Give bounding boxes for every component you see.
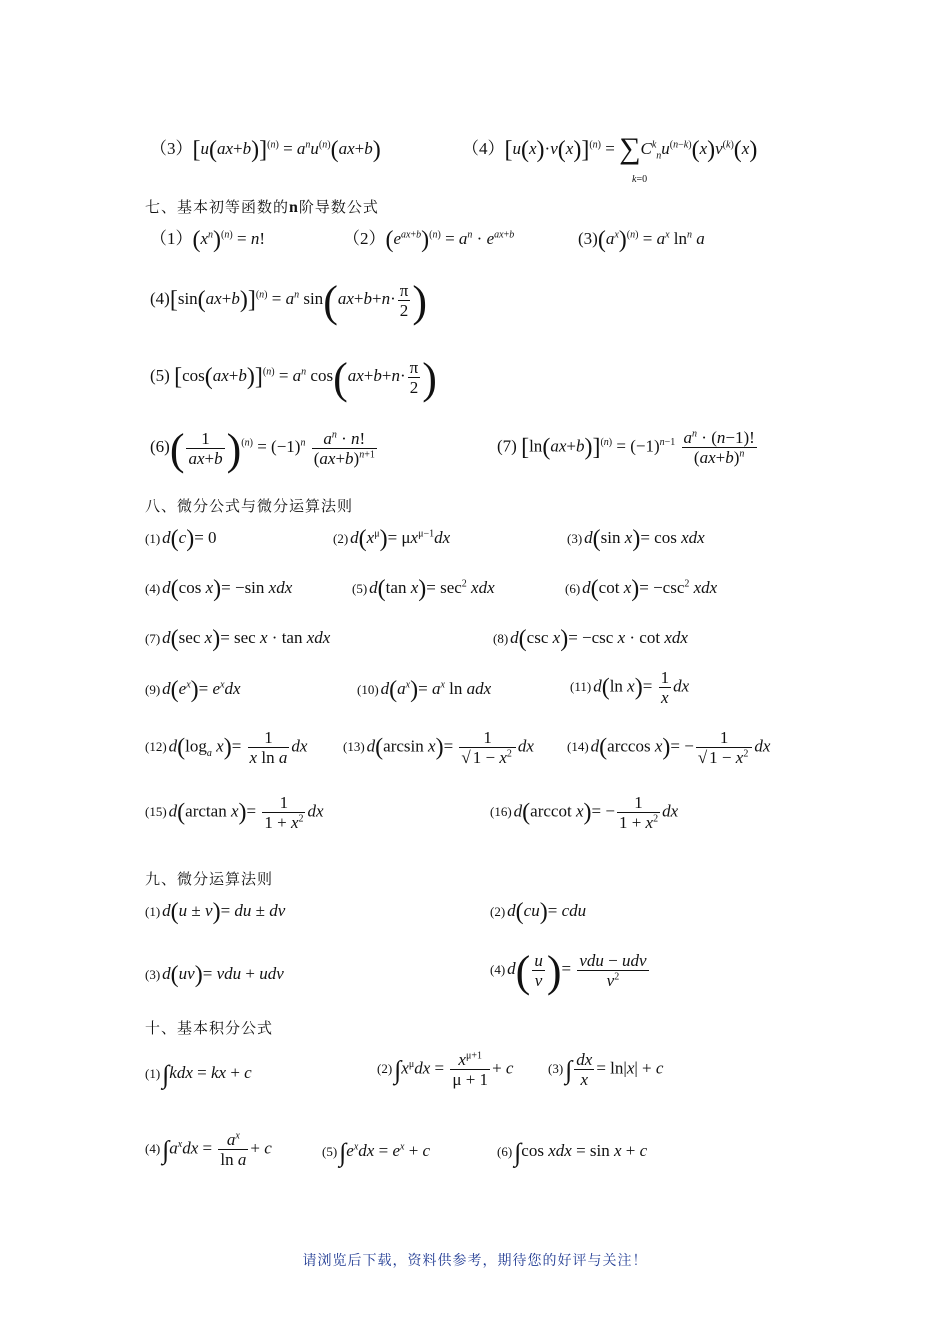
- diff-13: (13) d(arcsin x)= $\frac{1}{√ 1 - x^2}$ dx: [343, 728, 534, 767]
- diff-16: (16) d(arccot x)= − $\frac{1}{1 + x^2}$ dx: [490, 793, 679, 832]
- formula-7-6: (6)( $\frac{1}{ax+b}$ )$^{(n)} = (-1)^n$ $\frac{a^n \cdot n!}{(ax+b)^{n+1}}$: [150, 425, 375, 474]
- diff-5: (5) d(tan $x)= \sec^2$ xdx: [352, 576, 495, 602]
- diff-3: (3) d(sin x)= cos xdx: [567, 526, 705, 552]
- diff-14: (14) d(arccos x)= − $\frac{1}{√ 1 - x^2}$ dx: [567, 728, 771, 767]
- formula-7-4: $(4)[\sin(ax+b)]^{(n)} = a^n$ sin(ax+b+n· $\frac{\pi}{2}$ ): [150, 277, 427, 326]
- formula-7-5: (5) $[\cos(ax+b)]^{(n)} = a^n$ cos(ax+b+n· $\frac{\pi}{2}$ ): [150, 354, 437, 403]
- diff-4: (4) d(cos x)= −sin xdx: [145, 576, 293, 602]
- integral-6: (6)∫cos xdx = sin x + c: [497, 1138, 648, 1167]
- diff-9: (9) $d(e^x)= e^xdx$: [145, 677, 241, 703]
- integral-5: $(5)\int e^xdx = e^x + c$: [322, 1138, 431, 1167]
- formula-7-2: $(2)(e^{ax+b})^{(n)} = a^n \cdot e^{ax+b}$: [343, 227, 515, 253]
- section-9-heading: 九、微分运算法则: [145, 870, 274, 888]
- formula-7-3: $(3)(a^x)^{(n)} = a^x$ $\ln^n a$: [578, 227, 705, 253]
- integral-1: (1)∫kdx = kx + c: [145, 1060, 252, 1089]
- integral-2: $(2)\int x^\mu dx$ = $\frac{x^{\mu+1}}{\mu + 1}$ + c: [377, 1050, 514, 1089]
- sum-lower-limit: k=0: [632, 174, 648, 185]
- diff-12: (12) $d(\log_a$ x)= $\frac{1}{\text{x ln a}}$ dx: [145, 728, 308, 767]
- diff-11: (11) d(ln x)= $\frac{1}{x}$ dx: [570, 668, 690, 707]
- diff-15: (15) d(arctan x)= $\frac{1}{1 + x^2}$ dx: [145, 793, 324, 832]
- rule-4: (4) d( $\frac{u}{v}$ )= vdu − udv $v^2$: [490, 947, 647, 996]
- rule-2: (2) d(cu)= cdu: [490, 899, 587, 925]
- section-8-heading: 八、微分公式与微分运算法则: [145, 497, 354, 515]
- diff-8: (8) d(csc x)= −csc x · cot xdx: [493, 626, 688, 652]
- diff-1: (1) d(c)= 0: [145, 526, 217, 552]
- diff-10: (10) $d(a^x)= a^x$ ln adx: [357, 677, 492, 703]
- section-10-heading: 十、基本积分公式: [145, 1019, 274, 1037]
- formula-7-7: (7) $[\ln(ax+b)]^{(n)} = (-1)^{n-1}$ $\frac{a^n \cdot (n-1)!}{(ax+b)^n}$: [497, 428, 755, 467]
- formula-leibniz-4: $(4)[u(x)\cdot v(x)]^{(n)} = \sum C^k_nu^{(n-k)}(x)v^{(k)}(x)$: [462, 132, 758, 165]
- diff-7: (7) d(sec x)= sec x · tan xdx: [145, 626, 331, 652]
- rule-3: (3) d(uv)= vdu + udv: [145, 962, 284, 988]
- formula-7-1: $(1)(x^n)^{(n)} = n$!: [150, 227, 265, 253]
- rule-1: (1) d(u ± v)= du ± dv: [145, 899, 286, 925]
- formula-leibniz-3: $(3)[u(ax+b)]^{(n)} = a^nu^{(n)}(ax+b)$: [150, 137, 381, 163]
- integral-3: (3)∫ $\frac{dx}{x}$ = ln|x| + c: [548, 1050, 664, 1089]
- section-7-heading: 七、基本初等函数的n阶导数公式: [145, 198, 379, 216]
- diff-6: (6) d(cot $x)= -\csc^2$ xdx: [565, 576, 718, 602]
- diff-2: (2) $d(x^\mu)= \mu x^{\mu-1}dx$: [333, 526, 451, 552]
- integral-4: $(4)\int a^xdx$ = $\frac{a^x}{\text{ln a}}$ + c: [145, 1130, 272, 1169]
- footer-note: 请浏览后下载，资料供参考，期待您的好评与关注！: [302, 1253, 648, 1269]
